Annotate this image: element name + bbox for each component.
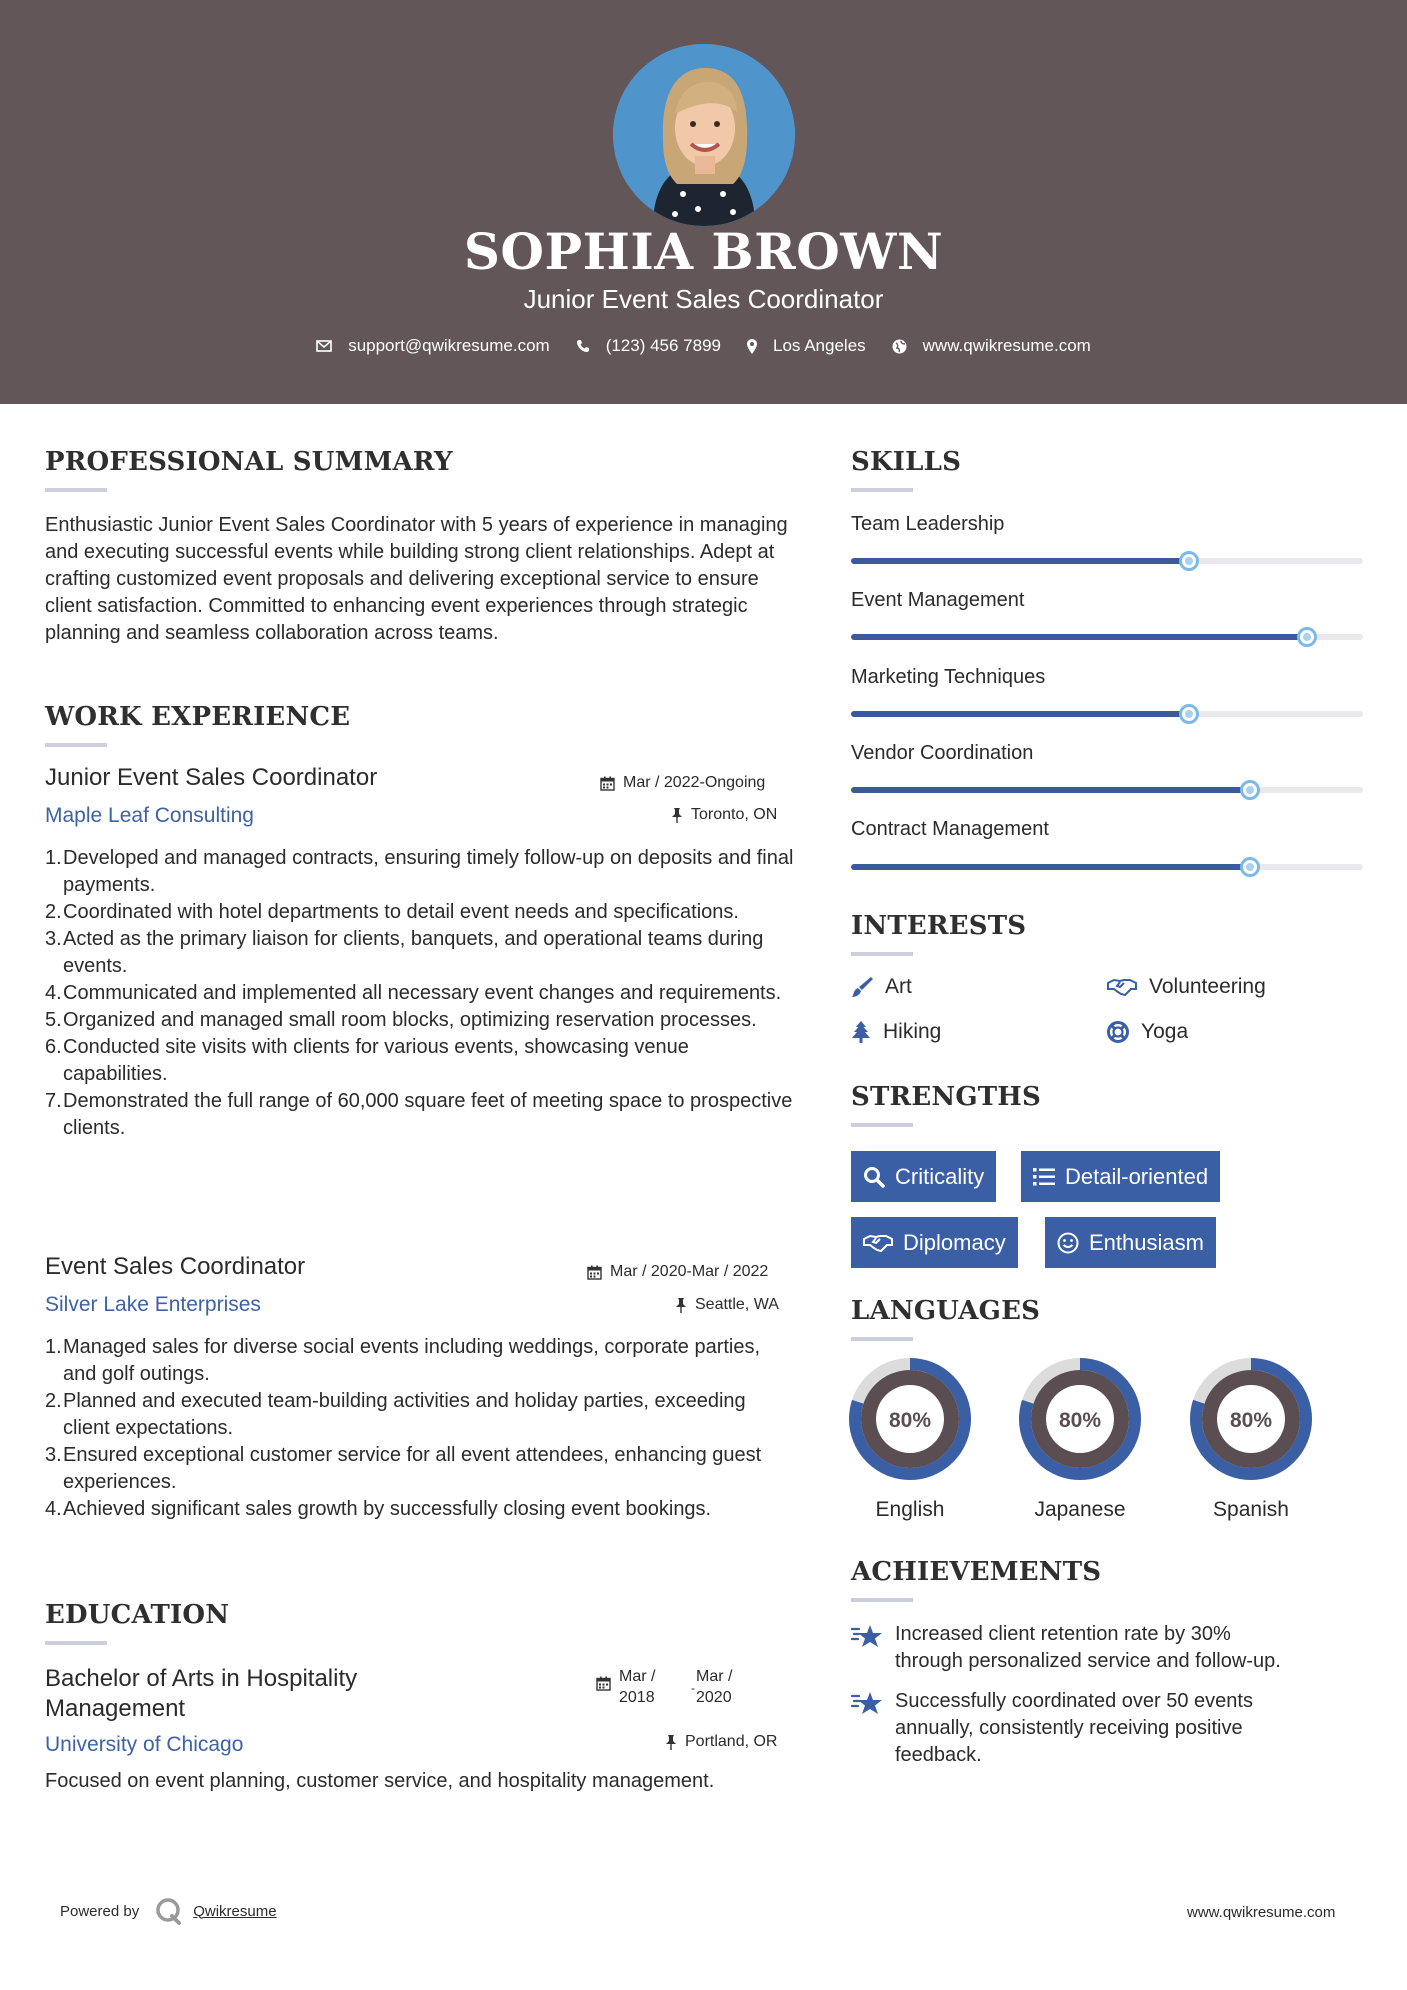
skills-rule — [851, 488, 913, 492]
list-number: 1. — [45, 1336, 62, 1358]
achievement-item — [851, 1621, 1371, 1675]
skill-bar-knob — [1297, 627, 1317, 647]
education-end-date — [691, 1666, 732, 1708]
star-icon — [851, 1623, 883, 1649]
handshake-icon — [863, 1233, 893, 1253]
interest-label: Yoga — [1141, 1020, 1189, 1043]
skill-bar-knob — [1240, 857, 1260, 877]
strength-badge-diplomacy — [851, 1217, 1018, 1268]
smile-icon — [1057, 1232, 1079, 1254]
skill-bar-fill — [851, 558, 1189, 564]
school-name: University of Chicago — [45, 1733, 244, 1756]
contact-location-text: Los Angeles — [773, 336, 866, 355]
list-number: 5. — [45, 1009, 62, 1031]
job-title: Event Sales Coordinator — [45, 1253, 306, 1280]
job-bullets — [45, 1334, 765, 1523]
summary-rule — [45, 488, 107, 492]
strength-label: Diplomacy — [903, 1229, 1006, 1255]
degree-title-line: Bachelor of Arts in Hospitality — [45, 1665, 358, 1692]
strength-label: Detail-oriented — [1065, 1163, 1209, 1189]
skill-bar — [851, 558, 1363, 564]
list-item — [45, 926, 795, 980]
contact-bar — [0, 336, 1407, 356]
skill-label: Marketing Techniques — [851, 666, 1046, 688]
interest-label: Hiking — [883, 1020, 942, 1043]
star-icon — [851, 1690, 883, 1716]
language-percent: 80% — [888, 1409, 932, 1432]
language-name: Japanese — [1034, 1498, 1126, 1521]
summary-heading: PROFESSIONAL SUMMARY — [45, 447, 453, 477]
language-item — [830, 1357, 990, 1522]
job-title: Junior Event Sales Coordinator — [45, 764, 378, 791]
contact-phone-text: (123) 456 7899 — [605, 336, 722, 355]
skill-bar-knob — [1179, 551, 1199, 571]
list-number: 6. — [45, 1036, 62, 1058]
job-location — [671, 806, 777, 824]
language-percent: 80% — [1229, 1409, 1273, 1432]
strength-badge-detail-oriented — [1021, 1151, 1220, 1202]
list-number: 2. — [45, 901, 62, 923]
list-number: 7. — [45, 1090, 62, 1112]
skill-bar-knob — [1240, 780, 1260, 800]
achievement-line: annually, consistently receiving positive — [895, 1717, 1243, 1739]
degree-title-line: Management — [45, 1695, 186, 1722]
skill-label: Event Management — [851, 589, 1025, 611]
language-name: Spanish — [1213, 1498, 1289, 1521]
skill-bar — [851, 634, 1363, 640]
end-year: 2020 — [696, 1689, 732, 1706]
qwikresume-link[interactable]: Qwikresume — [193, 1902, 277, 1920]
contact-location — [747, 336, 866, 356]
interests-heading: INTERESTS — [851, 911, 1027, 941]
interest-item-art — [851, 975, 912, 999]
skill-label: Vendor Coordination — [851, 742, 1034, 764]
job-location-text: Seattle, WA — [695, 1296, 779, 1313]
company-name: Maple Leaf Consulting — [45, 804, 254, 827]
lifering-icon — [1107, 1021, 1129, 1043]
list-number: 3. — [45, 1444, 62, 1466]
tree-icon — [851, 1021, 871, 1043]
skill-bar-knob — [1179, 704, 1199, 724]
list-item — [45, 1034, 795, 1088]
start-year: 2018 — [619, 1689, 655, 1706]
skill-bar-fill — [851, 864, 1250, 870]
experience-heading: WORK EXPERIENCE — [45, 702, 351, 732]
education-start-date — [619, 1666, 687, 1708]
list-number: 3. — [45, 928, 62, 950]
languages-rule — [851, 1337, 913, 1341]
calendar-icon — [587, 1265, 602, 1280]
achievement-text — [895, 1688, 1253, 1769]
achievements-heading: ACHIEVEMENTS — [851, 1557, 1102, 1587]
language-item — [1000, 1357, 1160, 1522]
globe-icon — [892, 339, 907, 354]
summary-text: Enthusiastic Junior Event Sales Coordinator with 5 years of experience in managing and executing successful events while building strong client relationships. Adept at crafting customized event proposals and delivering exceptional service to ensure client satisfaction. Committed to enhancing event experiences through strategic planning and seamless collaboration across teams. — [45, 514, 788, 644]
interest-item-hiking — [851, 1020, 941, 1044]
interest-label: Art — [885, 975, 912, 998]
achievement-item — [851, 1688, 1371, 1769]
list-item-text: Conducted site visits with clients for various events, showcasing venue capabilities. — [63, 1036, 689, 1085]
list-item-text: Organized and managed small room blocks, optimizing reservation processes. — [63, 1009, 757, 1031]
interests-rule — [851, 952, 913, 956]
skill-bar — [851, 711, 1363, 717]
list-item-text: Communicated and implemented all necessary event changes and requirements. — [63, 982, 782, 1004]
skill-bar — [851, 864, 1363, 870]
experience-rule — [45, 743, 107, 747]
candidate-name: SOPHIA BROWN — [463, 222, 944, 281]
pushpin-icon — [665, 1735, 677, 1750]
strength-badge-criticality — [851, 1151, 996, 1202]
handshake-icon — [1107, 977, 1137, 997]
list-item — [45, 1388, 765, 1442]
job-location-text: Toronto, ON — [691, 806, 778, 823]
list-item — [45, 1442, 765, 1496]
skill-bar-fill — [851, 711, 1189, 717]
footer-website[interactable]: www.qwikresume.com — [1187, 1904, 1336, 1921]
language-ring — [1018, 1357, 1142, 1481]
skills-heading: SKILLS — [851, 447, 962, 477]
contact-phone[interactable] — [576, 336, 721, 356]
language-ring — [1189, 1357, 1313, 1481]
education-dates — [596, 1666, 732, 1708]
skill-bar — [851, 787, 1363, 793]
list-number: 4. — [45, 1498, 62, 1520]
achievement-line: Increased client retention rate by 30% — [895, 1623, 1231, 1645]
profile-photo — [613, 44, 795, 226]
contact-email[interactable] — [316, 336, 550, 356]
resume-header — [0, 0, 1407, 404]
job-bullets — [45, 845, 795, 1142]
list-item-text: Achieved significant sales growth by successfully closing event bookings. — [63, 1498, 712, 1520]
job-location — [675, 1296, 779, 1314]
candidate-title: Junior Event Sales Coordinator — [523, 284, 884, 314]
job-dates — [600, 774, 765, 792]
list-item — [45, 1334, 765, 1388]
contact-website[interactable] — [892, 336, 1091, 356]
list-item — [45, 1088, 795, 1142]
strengths-heading: STRENGTHS — [851, 1082, 1042, 1112]
search-icon — [863, 1166, 885, 1188]
list-item-text: Developed and managed contracts, ensuring timely follow-up on deposits and final payments. — [63, 847, 794, 896]
education-heading: EDUCATION — [45, 1600, 230, 1630]
map-pin-icon — [747, 339, 757, 354]
strengths-rule — [851, 1123, 913, 1127]
interest-item-yoga — [1107, 1020, 1188, 1044]
list-number: 4. — [45, 982, 62, 1004]
list-item-text: Demonstrated the full range of 60,000 square feet of meeting space to prospective clients. — [63, 1090, 793, 1139]
education-location — [665, 1733, 777, 1751]
footer-powered-by — [60, 1896, 277, 1926]
language-item — [1171, 1357, 1331, 1522]
list-number: 1. — [45, 847, 62, 869]
list-item — [45, 845, 795, 899]
interest-item-volunteering — [1107, 975, 1266, 999]
achievements-rule — [851, 1598, 913, 1602]
pushpin-icon — [671, 808, 683, 823]
skill-bar-fill — [851, 634, 1307, 640]
job-dates-text: Mar / 2022-Ongoing — [623, 774, 766, 791]
list-item — [45, 1007, 795, 1034]
pushpin-icon — [675, 1298, 687, 1313]
powered-by-text: Powered by — [60, 1902, 140, 1920]
profile-photo-illustration — [613, 44, 795, 226]
education-description: Focused on event planning, customer service, and hospitality management. — [45, 1770, 715, 1792]
strength-label: Enthusiasm — [1089, 1229, 1204, 1255]
achievement-line: through personalized service and follow-up. — [895, 1650, 1281, 1672]
start-month: Mar / — [619, 1668, 656, 1685]
language-ring — [848, 1357, 972, 1481]
education-rule — [45, 1641, 107, 1645]
achievement-line: feedback. — [895, 1744, 982, 1766]
list-item-text: Managed sales for diverse social events including weddings, corporate parties, and golf outings. — [63, 1336, 761, 1385]
phone-icon — [576, 339, 590, 353]
list-item-text: Ensured exceptional customer service for all event attendees, enhancing guest experiences. — [63, 1444, 762, 1493]
company-name: Silver Lake Enterprises — [45, 1293, 261, 1316]
skill-bar-fill — [851, 787, 1250, 793]
job-dates — [587, 1263, 768, 1281]
qwikresume-logo-icon — [153, 1896, 183, 1926]
strength-label: Criticality — [895, 1163, 985, 1189]
list-item — [45, 899, 795, 926]
contact-email-text: support@qwikresume.com — [348, 336, 550, 355]
end-month: Mar / — [696, 1668, 733, 1685]
contact-website-text: www.qwikresume.com — [922, 336, 1091, 355]
achievement-text — [895, 1621, 1281, 1675]
list-number: 2. — [45, 1390, 62, 1412]
skill-label: Team Leadership — [851, 513, 1005, 535]
job-dates-text: Mar / 2020-Mar / 2022 — [610, 1263, 769, 1280]
languages-heading: LANGUAGES — [851, 1296, 1041, 1326]
language-percent: 80% — [1058, 1409, 1102, 1432]
paintbrush-icon — [851, 976, 873, 998]
degree-title — [45, 1664, 357, 1724]
envelope-icon — [316, 340, 332, 352]
list-item-text: Coordinated with hotel departments to detail event needs and specifications. — [63, 901, 739, 923]
language-name: English — [875, 1498, 945, 1521]
education-location-text: Portland, OR — [685, 1733, 778, 1750]
list-item — [45, 980, 795, 1007]
list-item-text: Planned and executed team-building activities and holiday parties, exceeding client expectations. — [63, 1390, 746, 1439]
skill-label: Contract Management — [851, 818, 1049, 840]
list-item-text: Acted as the primary liaison for clients, banquets, and operational teams during events. — [63, 928, 764, 977]
interest-label: Volunteering — [1149, 975, 1266, 998]
strength-badge-enthusiasm — [1045, 1217, 1216, 1268]
list-item — [45, 1496, 765, 1523]
achievement-line: Successfully coordinated over 50 events — [895, 1690, 1253, 1712]
calendar-icon — [600, 776, 615, 791]
date-separator: - — [691, 1681, 695, 1695]
calendar-icon — [596, 1676, 611, 1691]
list-icon — [1033, 1168, 1055, 1186]
